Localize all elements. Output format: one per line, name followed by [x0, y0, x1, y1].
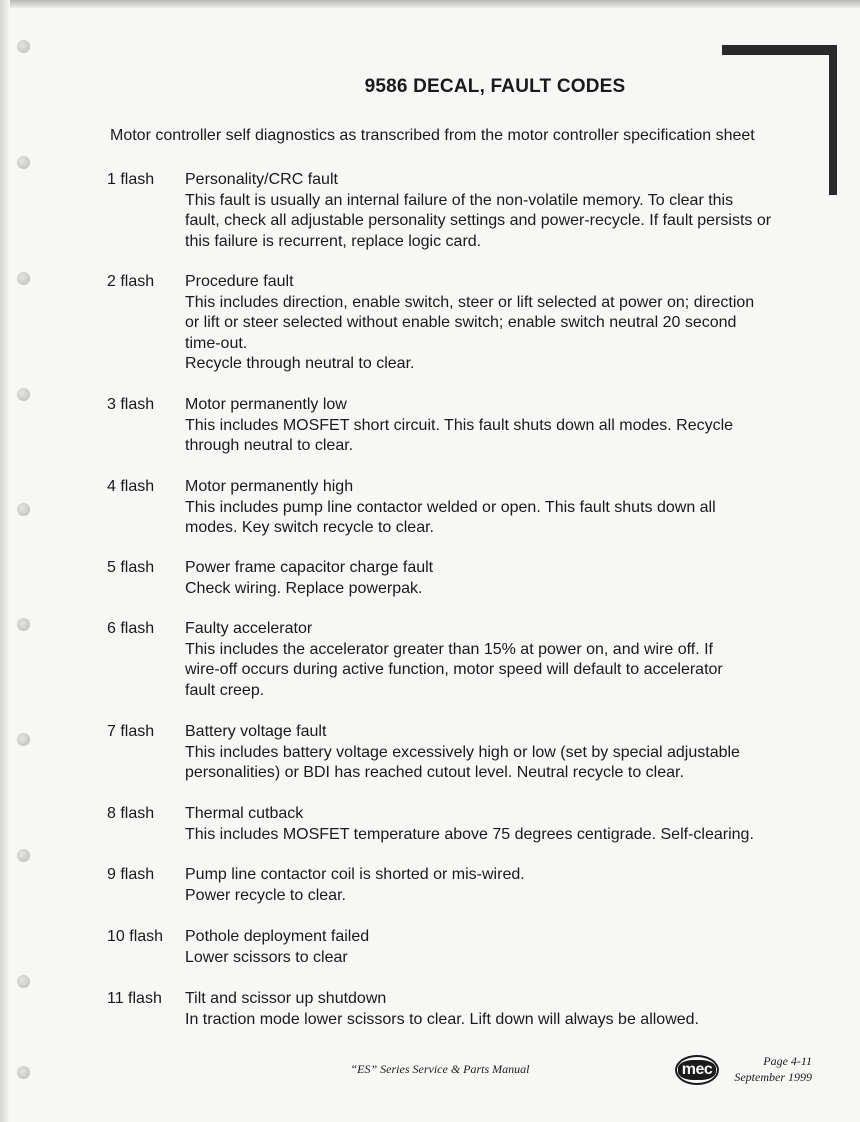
flash-count-label: 2 flash — [107, 273, 155, 290]
fault-description — [185, 927, 825, 968]
punch-hole-icon — [17, 733, 30, 746]
fault-detail-line: this failure is recurrent, replace logic card. — [185, 232, 482, 250]
section-tab-marker — [722, 45, 837, 55]
fault-detail-line: fault creep. — [185, 681, 265, 699]
fault-detail-line: or lift or steer selected without enable switch; enable switch neutral 20 second — [185, 314, 737, 331]
flash-count-label: 6 flash — [107, 620, 155, 637]
flash-count-label: 7 flash — [107, 723, 155, 740]
fault-detail-line: This includes battery voltage excessively high or low (set by special adjustable — [185, 743, 740, 761]
punch-hole-icon — [17, 156, 30, 169]
section-tab-marker-side — [829, 45, 837, 195]
fault-description — [185, 865, 825, 906]
intro-text: Motor controller self diagnostics as transcribed from the motor controller specification sheet — [110, 127, 755, 144]
fault-detail-line: time-out. — [185, 334, 248, 352]
fault-description — [185, 272, 825, 375]
fault-name: Tilt and scissor up shutdown — [185, 990, 387, 1007]
footer-manual-title: “ES” Series Service & Parts Manual — [350, 1062, 530, 1076]
fault-detail-line: Power recycle to clear. — [185, 886, 346, 904]
page-title: 9586 DECAL, FAULT CODES — [364, 76, 626, 97]
fault-description — [185, 722, 825, 784]
fault-detail-line: modes. Key switch recycle to clear. — [185, 519, 434, 536]
flash-count-label: 5 flash — [107, 559, 155, 576]
flash-count-label: 11 flash — [107, 990, 162, 1007]
flash-count-label: 9 flash — [107, 866, 155, 883]
fault-name: Motor permanently high — [185, 478, 354, 495]
punch-hole-icon — [17, 272, 30, 285]
page-top-edge — [0, 0, 860, 8]
fault-description — [185, 558, 825, 599]
fault-detail-line: This includes pump line contactor welded or open. This fault shuts down all — [185, 498, 716, 516]
fault-description — [185, 395, 825, 457]
page-number: Page 4-11 — [763, 1054, 812, 1068]
fault-name: Thermal cutback — [185, 805, 304, 822]
fault-detail-line: Check wiring. Replace powerpak. — [185, 579, 423, 597]
fault-detail-line: personalities) or BDI has reached cutout level. Neutral recycle to clear. — [185, 764, 684, 781]
punch-hole-icon — [17, 388, 30, 401]
publication-date: September 1999 — [734, 1070, 812, 1084]
logo-text: mec — [678, 1060, 717, 1080]
punch-hole-icon — [17, 503, 30, 516]
fault-detail-line: In traction mode lower scissors to clear. Lift down will always be allowed. — [185, 1010, 699, 1028]
fault-description — [185, 170, 825, 252]
fault-detail-line: Recycle through neutral to clear. — [185, 355, 415, 372]
fault-description — [185, 804, 825, 845]
fault-name: Procedure fault — [185, 273, 294, 290]
fault-description — [185, 477, 825, 539]
fault-description — [185, 989, 825, 1030]
fault-name: Power frame capacitor charge fault — [185, 559, 434, 576]
punch-hole-icon — [17, 1066, 30, 1079]
fault-detail-line: This includes the accelerator greater than 15% at power on, and wire off. If — [185, 640, 713, 658]
fault-description — [185, 619, 825, 701]
page-left-edge — [0, 0, 10, 1122]
fault-detail-line: This includes MOSFET short circuit. This fault shuts down all modes. Recycle — [185, 416, 734, 434]
fault-name: Faulty accelerator — [185, 620, 313, 637]
fault-detail-line: wire-off occurs during active function, motor speed will default to accelerator — [185, 661, 723, 678]
footer-page-info — [734, 1053, 812, 1085]
fault-detail-line: fault, check all adjustable personality settings and power-recycle. If fault persists or — [185, 212, 772, 229]
punch-hole-icon — [17, 40, 30, 53]
mec-logo-icon — [675, 1055, 719, 1085]
flash-count-label: 3 flash — [107, 396, 155, 413]
fault-name: Battery voltage fault — [185, 723, 327, 740]
fault-detail-line: This fault is usually an internal failure of the non-volatile memory. To clear this — [185, 191, 734, 209]
fault-detail-line: through neutral to clear. — [185, 437, 354, 454]
punch-hole-icon — [17, 975, 30, 988]
flash-count-label: 10 flash — [107, 928, 164, 945]
flash-count-label: 8 flash — [107, 805, 155, 822]
fault-name: Personality/CRC fault — [185, 171, 338, 188]
fault-detail-line: This includes MOSFET temperature above 75 degrees centigrade. Self-clearing. — [185, 825, 754, 843]
fault-detail-line: This includes direction, enable switch, steer or lift selected at power on; direction — [185, 293, 755, 311]
punch-hole-icon — [17, 618, 30, 631]
punch-hole-icon — [17, 849, 30, 862]
flash-count-label: 4 flash — [107, 478, 155, 495]
fault-detail-line: Lower scissors to clear — [185, 948, 348, 966]
flash-count-label: 1 flash — [107, 171, 155, 188]
fault-name: Pump line contactor coil is shorted or mis-wired. — [185, 866, 525, 883]
fault-name: Pothole deployment failed — [185, 928, 370, 945]
fault-name: Motor permanently low — [185, 396, 347, 413]
